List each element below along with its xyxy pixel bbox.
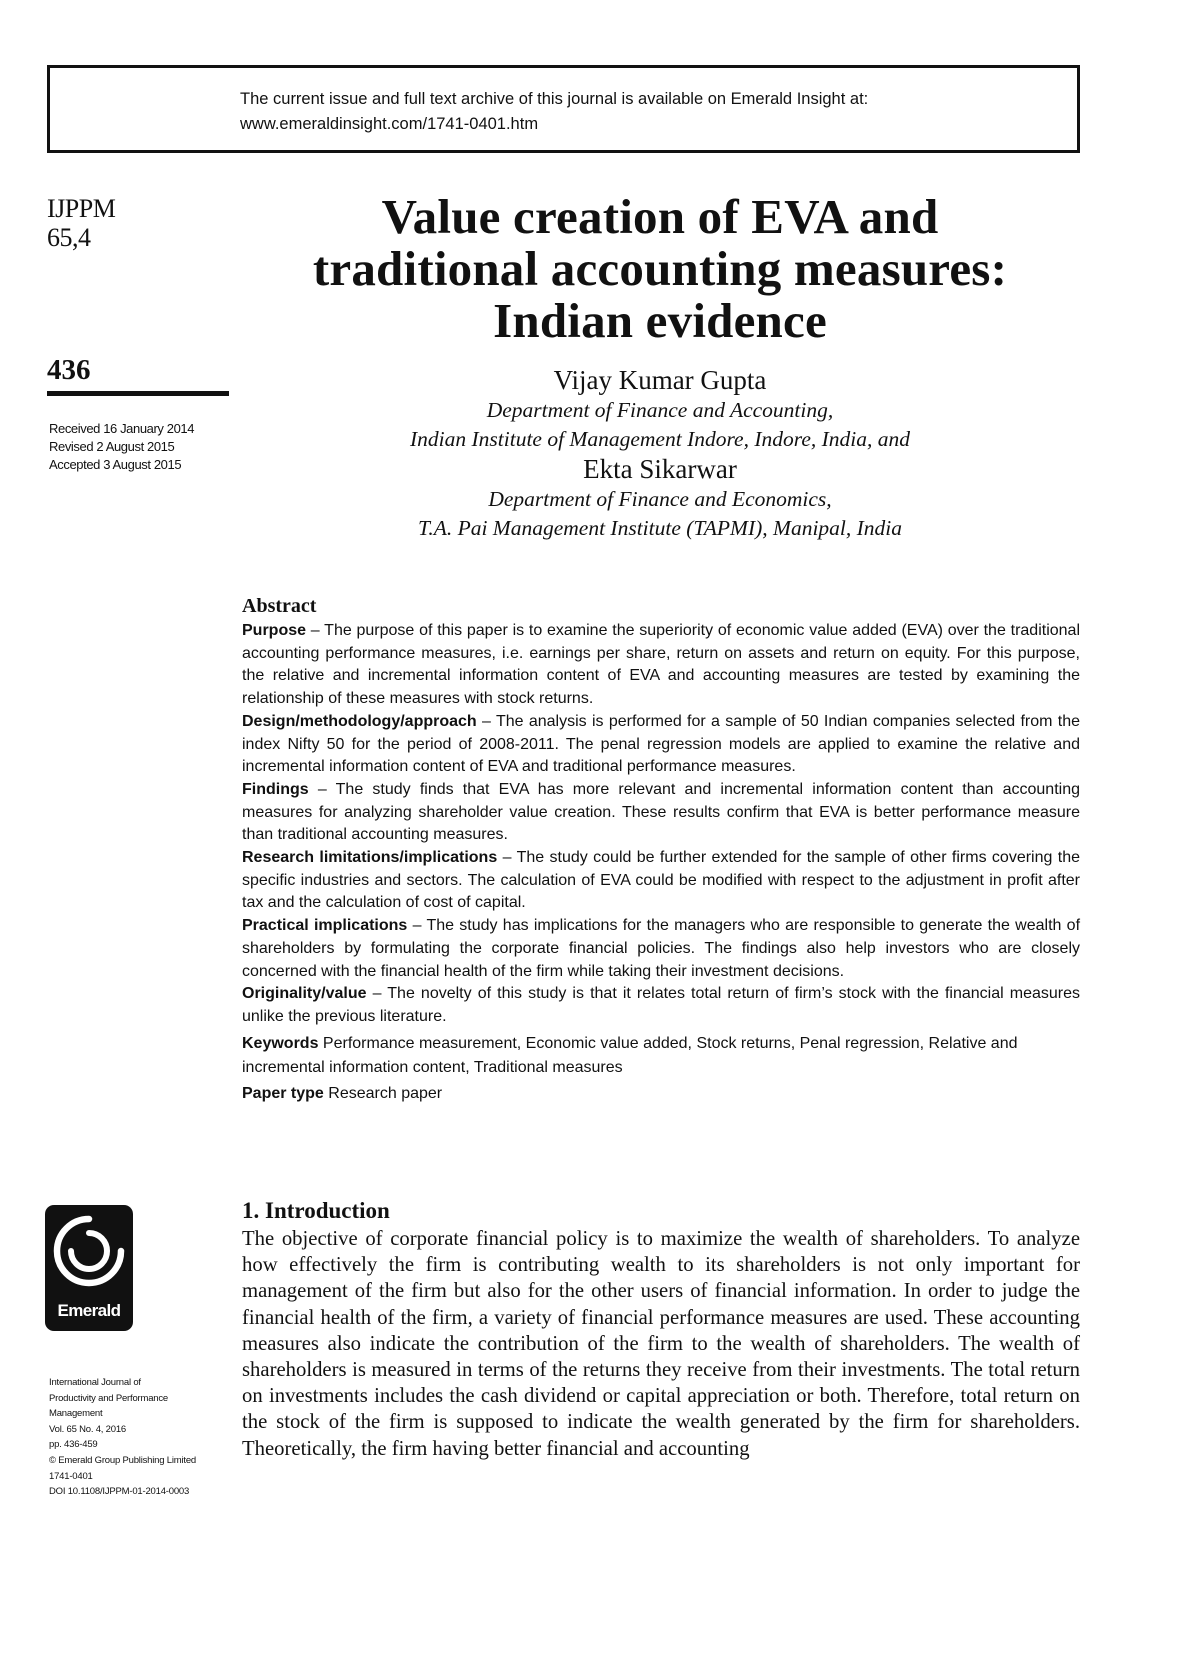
affiliation-line: Indian Institute of Management Indore, Indore, India, and xyxy=(410,427,910,451)
paper-type-label: Paper type xyxy=(242,1084,324,1102)
volume-info: Vol. 65 No. 4, 2016 xyxy=(49,1423,127,1435)
section-separator: – xyxy=(497,849,517,867)
title-line: Value creation of EVA and xyxy=(381,189,939,244)
abstract-findings xyxy=(242,779,1080,847)
page-range: pp. 436-459 xyxy=(49,1439,98,1451)
section-text: The study could be further extended for the sample of other firms covering the specific industries and sectors. The calculation of EVA could be modified with respect to the adjustment in profit after tax and the calculation of cost of capital. xyxy=(242,849,1081,912)
access-notice-box xyxy=(47,65,1080,153)
keywords xyxy=(242,1032,1080,1080)
abstract-limitations xyxy=(242,847,1080,915)
author-block xyxy=(240,365,1080,543)
section-text: The analysis is performed for a sample of 50 Indian companies selected from the index Nifty 50 for the period of 2008-2011. The penal regression models are applied to examine the relative and incremental information content of EVA and traditional performance measures. xyxy=(242,712,1081,776)
title-line: Indian evidence xyxy=(493,293,827,348)
section-text: The study finds that EVA has more relevant and incremental information content than accounting measures for analyzing shareholder value creation. These results confirm that EVA is better performance measure than traditional accounting measures. xyxy=(242,780,1081,844)
section-text: The purpose of this paper is to examine the superiority of economic value added (EVA) over the traditional accounting performance measures, i.e. earnings per share, return on assets and return on equity. For this purpose, the relative and incremental information content of EVA and accounting measures are tested by examining the relationship of these measures with stock returns. xyxy=(242,622,1081,708)
section-separator: – xyxy=(476,712,496,730)
section-text: The study has implications for the managers who are responsible to generate the wealth of shareholders by formulating the corporate financial policies. The findings also help investors who are closely concerned with the financial health of the firm while taking their investment decisions. xyxy=(242,917,1081,980)
access-notice xyxy=(240,87,1060,137)
abstract-design xyxy=(242,711,1080,779)
section-label: Originality/value xyxy=(242,985,367,1003)
article-dates xyxy=(49,420,239,474)
volume-issue: 65,4 xyxy=(47,223,91,252)
page-number: 436 xyxy=(47,354,91,386)
section-separator: – xyxy=(407,917,427,935)
section-separator: – xyxy=(366,985,388,1003)
journal-info xyxy=(47,194,115,252)
abstract xyxy=(242,593,1080,1105)
journal-name: Management xyxy=(49,1408,103,1420)
author-name: Vijay Kumar Gupta xyxy=(553,365,767,395)
abstract-heading: Abstract xyxy=(242,595,317,617)
paper-type-value: Research paper xyxy=(328,1084,443,1102)
section-separator: – xyxy=(306,622,325,639)
journal-archive-url[interactable]: www.emeraldinsight.com/1741-0401.htm xyxy=(240,115,539,133)
access-notice-text: The current issue and full text archive of this journal is available on Emerald Insight at: xyxy=(240,90,869,108)
paper-type xyxy=(242,1083,1080,1106)
affiliation-line: T.A. Pai Management Institute (TAPMI), Manipal, India xyxy=(417,516,903,540)
doi[interactable]: DOI 10.1108/IJPPM-01-2014-0003 xyxy=(49,1486,190,1498)
journal-name: Productivity and Performance xyxy=(49,1392,169,1404)
abstract-originality xyxy=(242,983,1080,1028)
keywords-label: Keywords xyxy=(242,1034,319,1052)
section-label: Research limitations/implications xyxy=(242,849,498,867)
introduction-heading: 1. Introduction xyxy=(242,1198,390,1223)
author-affiliation xyxy=(240,396,1080,454)
issn: 1741-0401 xyxy=(49,1470,93,1482)
section-label: Practical implications xyxy=(242,917,408,935)
author-name: Ekta Sikarwar xyxy=(583,454,737,484)
accepted-date: Accepted 3 August 2015 xyxy=(49,457,182,472)
author-affiliation xyxy=(240,485,1080,543)
journal-code: IJPPM xyxy=(47,194,116,223)
affiliation-line: Department of Finance and Economics, xyxy=(488,487,832,511)
section-label: Design/methodology/approach xyxy=(242,712,477,730)
keywords-text: Performance measurement, Economic value added, Stock returns, Penal regression, Relative and incremental information content, Traditional measures xyxy=(242,1034,1018,1076)
title-line: traditional accounting measures: xyxy=(312,241,1008,296)
abstract-purpose xyxy=(242,620,1080,711)
emerald-logo-text: Emerald xyxy=(57,1301,121,1320)
page-number-rule xyxy=(47,391,229,396)
section-label: Purpose xyxy=(242,622,307,639)
introduction-text: The objective of corporate financial policy is to maximize the wealth of shareholders. To analyze how effectively the firm is contributing wealth to its shareholders is not only important for management of the firm but also for the other users of financial information. In order to judge the financial health of the firm, a variety of financial performance measures are used. These accounting measures also indicate the contribution of the firm to the wealth of shareholders. The wealth of shareholders is measured in terms of the returns they receive from their investments. The total return on investments includes the cash dividend or capital appreciation or both. Therefore, total return on the stock of the firm is supposed to indicate the wealth generated by the firm for shareholders. Theoretically, the firm having better financial and accounting xyxy=(242,1228,1080,1460)
copyright: © Emerald Group Publishing Limited xyxy=(49,1454,196,1466)
section-separator: – xyxy=(308,780,336,798)
section-label: Findings xyxy=(242,780,309,798)
received-date: Received 16 January 2014 xyxy=(49,421,195,436)
section-text: The novelty of this study is that it relates total return of firm’s stock with the financial measures unlike the previous literature. xyxy=(242,985,1080,1025)
journal-name: International Journal of xyxy=(49,1377,141,1388)
affiliation-line: Department of Finance and Accounting, xyxy=(486,398,834,422)
paper-title xyxy=(240,191,1080,347)
abstract-practical xyxy=(242,915,1080,983)
revised-date: Revised 2 August 2015 xyxy=(49,439,175,454)
emerald-logo xyxy=(45,1205,133,1331)
publication-info xyxy=(49,1375,244,1500)
